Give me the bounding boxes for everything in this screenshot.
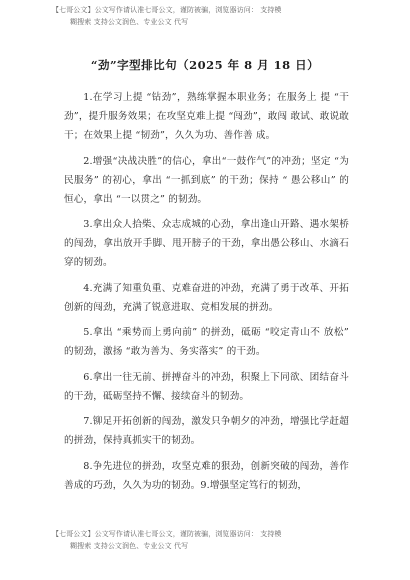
paragraph-3: 3.拿出众人拾柴、众志成城的心劲，拿出逢山开路、遇水架桥的闯劲，拿出放开手脚、甩开膀子的干劲，拿出愚公移山、水滴石穿的韧劲。 [64,219,349,268]
footer-banner-line1: 【七哥公文】公文写作请认准七哥公文，谨防被骗，浏览器访问： 支持模 [52,530,282,538]
document-body [64,88,349,501]
paragraph-7: 7.铆足开拓创新的闯劲，激发只争朝夕的冲劲，增强比学赶超的拼劲，保持真抓实干的韧劲。 [64,416,349,446]
footer-banner [52,528,382,552]
header-banner [52,4,382,28]
paragraph-8: 8.争先进位的拼劲，攻坚克难的狠劲，创新突破的闯劲，善作善成的巧劲，久久为功的韧劲。9.增强坚定笃行的韧劲， [64,460,349,491]
paragraph-1: 1.在学习上提 “钻劲”，熟练掌握本职业务；在服务上 提 “干劲”，提升服务效果；在攻坚克难上提 “闯劲”，敢闯 敢试、敢说敢干；在效果上提 “韧劲”，久久为功、善作善 成。 [64,92,349,141]
paragraph-4: 4.充满了知重负重、克难奋进的冲劲，充满了勇于改革、开拓创新的闯劲，充满了锐意进取、竞相发展的拼劲。 [64,282,349,313]
document-title: “劲”字型排比句（2025 年 8 月 18 日） [90,58,320,72]
header-banner-line2: 糊搜索 支持公文润色、专业公文 代写 [70,18,189,26]
paragraph-5: 5.拿出 “乘势而上勇向前” 的拼劲，砥砺 “咬定青山不 放松” 的韧劲，激扬 “敢为善为、务实落实” 的干劲。 [64,327,349,357]
paragraph-6: 6.拿出一往无前、拼搏奋斗的冲劲，积聚上下同欲、团结奋斗的干劲，砥砺坚持不懈、接续奋斗的韧劲。 [64,371,349,402]
paragraph-2: 2.增强“决战决胜”的信心，拿出“一鼓作气”的冲劲；坚定 “为民服务” 的初心，拿出 “一抓到底” 的干劲；保持 “ 愚公移山” 的恒心，拿出 “一以贯之” 的韧劲。 [64,155,349,205]
footer-banner-line2: 糊搜索 支持公文润色、专业公文 代写 [70,542,189,550]
header-banner-line1: 【七哥公文】公文写作请认准七哥公文，谨防被骗，浏览器访问： 支持模 [52,6,282,14]
